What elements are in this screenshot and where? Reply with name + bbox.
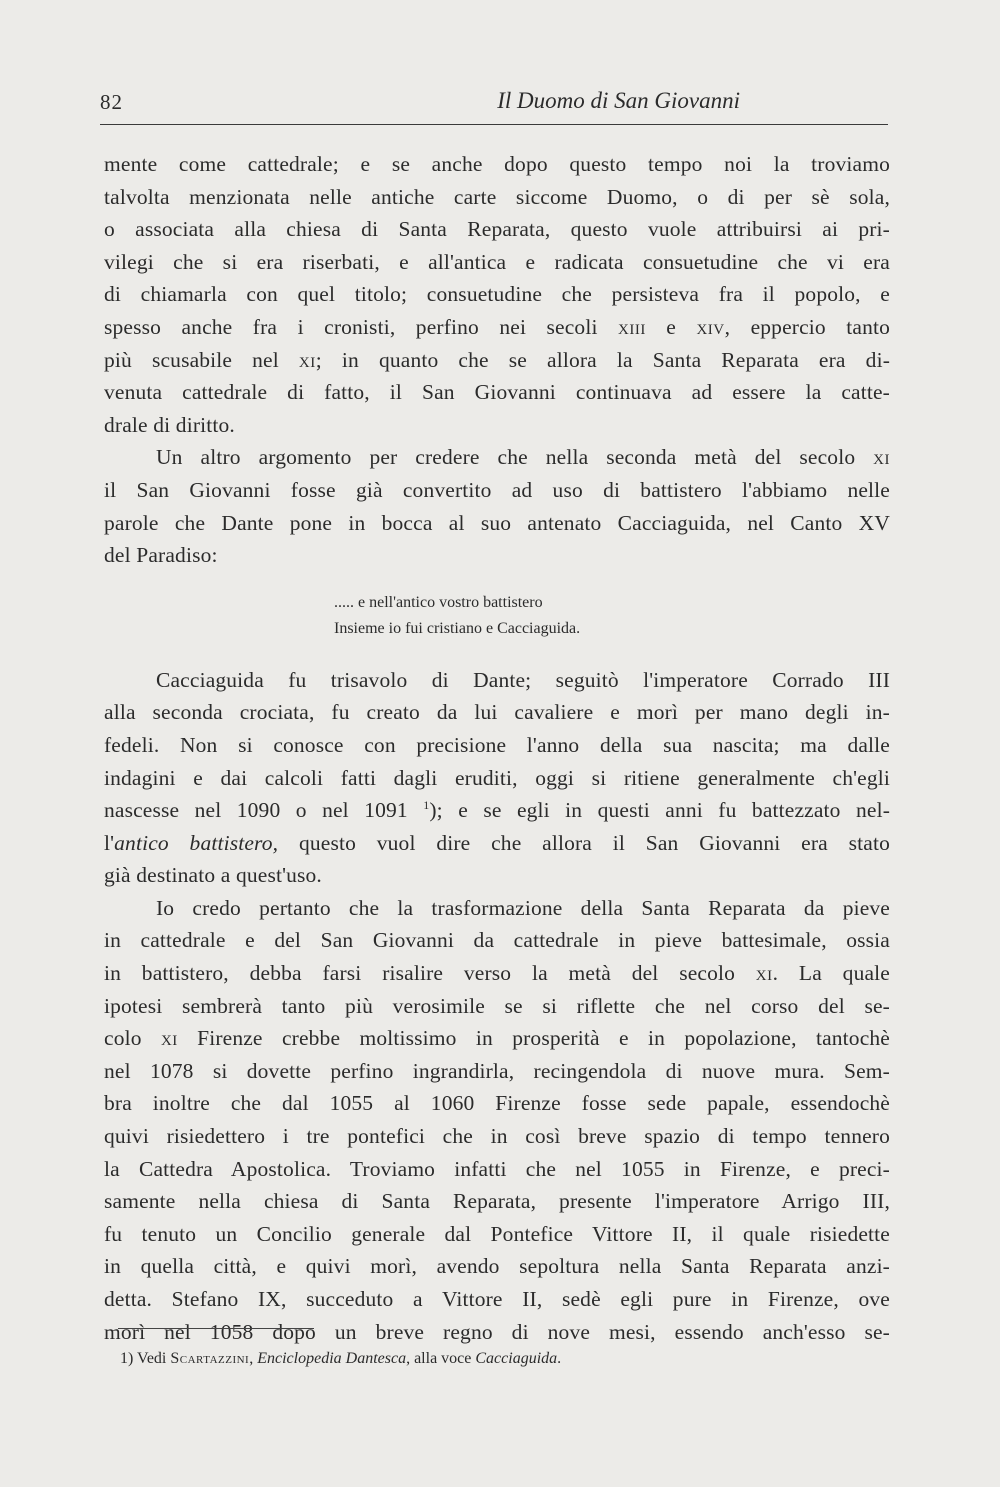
- roman-numeral: xiv: [696, 314, 725, 339]
- text-line: drale di diritto.: [104, 412, 235, 437]
- text-run: , eppercio tanto: [724, 314, 890, 339]
- text-line: [104, 794, 890, 827]
- verse-line: Insieme io fui cristiano e Cacciaguida.: [334, 619, 581, 637]
- roman-numeral: xiii: [618, 314, 646, 339]
- paragraph: [104, 664, 890, 892]
- text-run: l': [104, 830, 115, 855]
- roman-numeral: xi: [755, 961, 773, 986]
- text-line: venuta cattedrale di fatto, il San Giovanni continuava ad essere la catte-: [104, 380, 890, 405]
- roman-numeral: xi: [298, 347, 316, 372]
- text-line: il San Giovanni fosse già convertito ad uso di battistero l'abbiamo nelle: [104, 477, 890, 502]
- running-title: Il Duomo di San Giovanni: [497, 88, 740, 113]
- page-number: 82: [100, 90, 123, 114]
- footnote-divider: [118, 1328, 314, 1329]
- text-line: vilegi che si era riserbati, e all'antica e radicata consuetudine che vi era: [104, 249, 890, 274]
- roman-numeral: xi: [873, 445, 890, 470]
- text-line: [104, 1022, 890, 1055]
- page-header: [100, 88, 888, 125]
- paragraph: [104, 892, 890, 1348]
- text-line: talvolta menzionata nelle antiche carte siccome Duomo, o di per sè sola,: [104, 184, 890, 209]
- text-line: la Cattedra Apostolica. Troviamo infatti che nel 1055 in Firenze, e preci-: [104, 1156, 890, 1181]
- text-line: bra inoltre che dal 1055 al 1060 Firenze fosse sede papale, essendochè: [104, 1091, 890, 1116]
- text-run: colo: [104, 1026, 161, 1051]
- paragraph: [104, 441, 890, 571]
- footnote-entry: Cacciaguida: [475, 1350, 558, 1367]
- verse-quote: [104, 590, 890, 642]
- text-run: spesso anche fra i cronisti, perfino nei secoli: [104, 314, 619, 339]
- footnote-work: Enciclopedia Dantesca: [257, 1350, 407, 1367]
- text-line: del Paradiso:: [104, 543, 218, 568]
- footnote-marker: 1) Vedi: [120, 1350, 171, 1367]
- text-line: fu tenuto un Concilio generale dal Pontefice Vittore II, il quale risiedette: [104, 1221, 890, 1246]
- text-line: fedeli. Non si conosce con precisione l'anno della sua nascita; ma dalle: [104, 732, 890, 757]
- text-run: Un altro argomento per credere che nella seconda metà del secolo: [156, 445, 874, 470]
- text-run: ,: [249, 1350, 258, 1367]
- text-line: in quella città, e quivi morì, avendo sepoltura nella Santa Reparata anzi-: [104, 1254, 890, 1279]
- footnote-author: Scartazzini: [170, 1350, 250, 1367]
- text-line: di chiamarla con quel titolo; consuetudine che persisteva fra il popolo, e: [104, 282, 890, 307]
- text-run: questo vuol dire che allora il San Giovanni era stato: [278, 830, 890, 855]
- text-run: Firenze crebbe moltissimo in prosperità e in popolazione, tantochè: [177, 1026, 890, 1051]
- italic-phrase: antico battistero,: [114, 830, 279, 855]
- text-run: più scusabile nel: [104, 347, 299, 372]
- verse-line: ..... e nell'antico vostro battistero: [334, 593, 543, 611]
- text-line: quivi risiedettero i tre pontefici che in così breve spazio di tempo tennero: [104, 1124, 890, 1149]
- text-line: alla seconda crociata, fu creato da lui cavaliere e morì per mano degli in-: [104, 700, 890, 725]
- footnote-ref: 1: [423, 798, 430, 813]
- text-line: detta. Stefano IX, succeduto a Vittore II, sedè egli pure in Firenze, ove: [104, 1287, 890, 1311]
- body-text: [104, 148, 890, 1348]
- text-line: mente come cattedrale; e se anche dopo questo tempo noi la troviamo: [104, 152, 890, 176]
- text-line: Cacciaguida fu trisavolo di Dante; seguitò l'imperatore Corrado III: [156, 667, 890, 692]
- text-run: . La quale: [772, 961, 890, 986]
- text-line: o associata alla chiesa di Santa Reparata, questo vuole attribuirsi ai pri-: [104, 217, 890, 242]
- roman-numeral: xi: [160, 1026, 178, 1051]
- text-line: [104, 827, 890, 860]
- text-line: ipotesi sembrerà tanto più verosimile se si riflette che nel corso del se-: [104, 993, 890, 1018]
- text-line: nel 1078 si dovette perfino ingrandirla, recingendola di nuove mura. Sem-: [104, 1058, 890, 1083]
- text-line: [104, 311, 890, 344]
- text-line: morì nel 1058 dopo un breve regno di nove mesi, essendo anch'esso se-: [104, 1319, 890, 1344]
- text-line: [104, 441, 890, 474]
- footnote: [120, 1350, 561, 1368]
- text-run: , alla voce: [406, 1350, 476, 1367]
- paragraph: [104, 148, 890, 441]
- text-line: Io credo pertanto che la trasformazione della Santa Reparata da pieve: [156, 895, 890, 920]
- text-line: samente nella chiesa di Santa Reparata, presente l'imperatore Arrigo III,: [104, 1189, 890, 1214]
- text-run: e: [645, 314, 697, 339]
- text-line: [104, 957, 890, 990]
- text-run: ); e se egli in questi anni fu battezzato nel-: [429, 798, 890, 823]
- text-run: ; in quanto che se allora la Santa Reparata era di-: [315, 347, 890, 372]
- text-line: parole che Dante pone in bocca al suo antenato Cacciaguida, nel Canto XV: [104, 510, 890, 535]
- text-line: già destinato a quest'uso.: [104, 863, 322, 888]
- text-run: nascesse nel 1090 o nel 1091: [104, 798, 424, 823]
- text-line: [104, 344, 890, 377]
- text-run: in battistero, debba farsi risalire verso la metà del secolo: [104, 961, 756, 986]
- text-line: in cattedrale e del San Giovanni da cattedrale in pieve battesimale, ossia: [104, 928, 890, 953]
- text-line: indagini e dai calcoli fatti dagli eruditi, oggi si ritiene generalmente ch'egli: [104, 765, 890, 790]
- text-run: .: [557, 1350, 562, 1367]
